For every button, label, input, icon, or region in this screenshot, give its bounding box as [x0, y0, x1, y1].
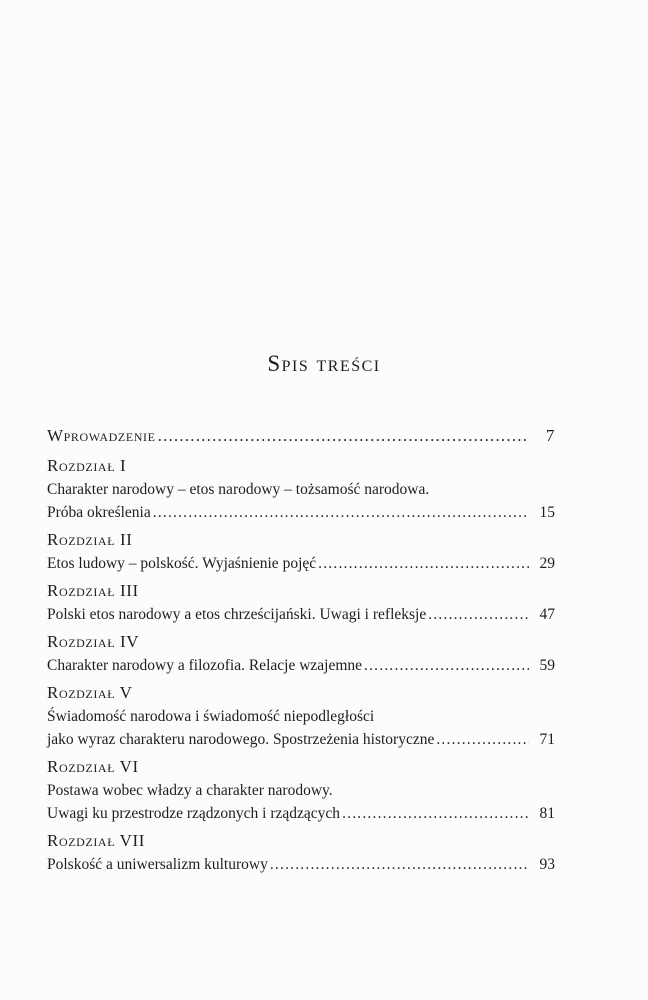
dot-leader	[364, 654, 529, 677]
table-of-contents	[47, 424, 555, 880]
chapter-heading: Rozdział VII	[47, 831, 146, 850]
dot-leader	[342, 802, 529, 825]
chapter-title-line: Polski etos narodowy a etos chrześcijański. Uwagi i refleksje	[47, 606, 427, 623]
dot-leader	[428, 603, 529, 626]
toc-row	[47, 501, 555, 524]
dot-leader	[436, 728, 529, 751]
toc-entry-label: Wprowadzenie	[47, 426, 156, 445]
page-number: 15	[539, 504, 555, 521]
chapter-title-line: Świadomość narodowa i świadomość niepodległości	[47, 708, 375, 725]
page-number: 47	[539, 606, 555, 623]
page-title: Spis treści	[267, 351, 381, 377]
dot-leader	[318, 552, 529, 575]
chapter-heading: Rozdział VI	[47, 757, 139, 776]
toc-entry-chapter-4	[47, 630, 555, 677]
chapter-heading: Rozdział IV	[47, 632, 140, 651]
toc-entry-chapter-5	[47, 681, 555, 751]
page-number: 59	[539, 657, 555, 674]
toc-row	[47, 654, 555, 677]
toc-entry-chapter-6	[47, 755, 555, 825]
toc-entry-chapter-3	[47, 579, 555, 626]
dot-leader	[153, 501, 529, 524]
chapter-title-line: Polskość a uniwersalizm kulturowy	[47, 856, 268, 873]
page-number: 29	[539, 555, 555, 572]
toc-row	[47, 802, 555, 825]
chapter-heading: Rozdział II	[47, 530, 133, 549]
dot-leader	[158, 424, 529, 448]
toc-row	[47, 853, 555, 876]
chapter-title-line: Uwagi ku przestrodze rządzonych i rządzących	[47, 805, 341, 822]
chapter-title-line: Charakter narodowy a filozofia. Relacje wzajemne	[47, 657, 363, 674]
dot-leader	[270, 853, 529, 876]
chapter-heading: Rozdział III	[47, 581, 139, 600]
toc-row	[47, 728, 555, 751]
page-number: 93	[539, 856, 555, 873]
chapter-title-line: Próba określenia	[47, 504, 151, 521]
chapter-heading: Rozdział V	[47, 683, 133, 702]
toc-entry-chapter-7	[47, 829, 555, 876]
toc-entry-chapter-1	[47, 454, 555, 524]
chapter-title-line: jako wyraz charakteru narodowego. Spostrzeżenia historyczne	[47, 731, 435, 748]
toc-row	[47, 424, 555, 448]
chapter-title-line: Etos ludowy – polskość. Wyjaśnienie pojęć	[47, 555, 317, 572]
toc-row	[47, 552, 555, 575]
page-number: 71	[539, 731, 555, 748]
chapter-heading: Rozdział I	[47, 456, 127, 475]
toc-row	[47, 603, 555, 626]
page-number: 7	[545, 426, 555, 445]
chapter-title-line: Charakter narodowy – etos narodowy – tożsamość narodowa.	[47, 481, 430, 498]
toc-entry-introduction	[47, 424, 555, 448]
chapter-title-line: Postawa wobec władzy a charakter narodowy.	[47, 782, 333, 799]
page-number: 81	[539, 805, 555, 822]
toc-entry-chapter-2	[47, 528, 555, 575]
